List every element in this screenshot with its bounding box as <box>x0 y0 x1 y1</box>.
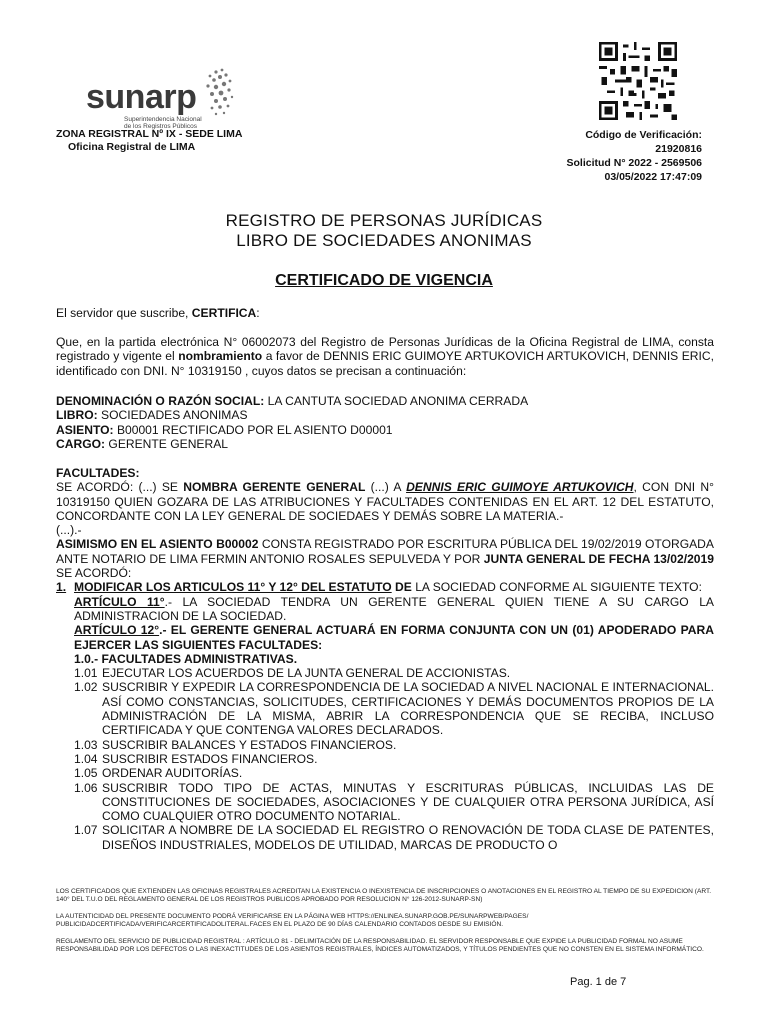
faculty-item <box>56 666 714 680</box>
article-11 <box>56 595 714 624</box>
text-run: (...) A <box>365 480 407 495</box>
text-run-bold: NOMBRA GERENTE GENERAL <box>183 480 366 495</box>
faculty-item <box>56 781 714 824</box>
faculty-item <box>56 766 714 780</box>
text-run: CONSTA REGISTRADO POR ESCRITURA PÚBLICA DEL 19/02/2019 OTORGADA ANTE NOTARIO DE LIMA FERMIN ANTONIO ROSALES SEPULVEDA Y POR <box>56 537 714 566</box>
field-value: SOCIEDADES ANONIMAS <box>97 408 248 423</box>
article-label: ARTÍCULO 11° <box>74 594 165 609</box>
issue-datetime: 03/05/2022 17:47:09 <box>604 171 702 183</box>
manager-name: DENNIS ERIC GUIMOYE ARTUKOVICH <box>406 480 634 495</box>
field-razon-social <box>56 394 714 408</box>
article-12 <box>56 623 714 652</box>
text-run: SE ACORDÓ: (...) SE <box>56 480 184 495</box>
footer-note-2: LA AUTENTICIDAD DEL PRESENTE DOCUMENTO PODRÁ VERIFICARSE EN LA PÁGINA WEB HTTPS://ENLINEA.SUNARP.GOB.PE/SUNARPWEB/PAGES/ PUBLICIDADCERTIFICADA/VERIFICARCERTIFICADOLITERAL.FACES EN EL PLAZO DE 90 DÍAS CALENDARIO CONTADOS DESDE SU EMISIÓN. <box>56 913 529 928</box>
field-libro <box>56 408 714 422</box>
item-1 <box>56 580 714 594</box>
faculty-item-text: SUSCRIBIR TODO TIPO DE ACTAS, MINUTAS Y ESCRITURAS PÚBLICAS, INCLUIDAS LAS DE CONSTITUCIONES DE SOCIEDADES, ASOCIACIONES Y DE CUALQUIER OTRA PERSONA JURÍDICA, ASÍ COMO CUALQUIER OTRO DOCUMENTO NOTARIAL. <box>102 780 714 824</box>
section-admin-heading: 1.0.- FACULTADES ADMINISTRATIVAS. <box>74 651 298 666</box>
field-value: LA CANTUTA SOCIEDAD ANONIMA CERRADA <box>264 394 529 408</box>
ellipsis-line: (...).- <box>56 523 82 538</box>
faculty-item-text: EJECUTAR LOS ACUERDOS DE LA JUNTA GENERAL DE ACCIONISTAS. <box>102 666 511 681</box>
intro-line <box>56 306 714 320</box>
article-text: .- LA SOCIEDAD TENDRA UN GERENTE GENERAL QUIEN TIENE A SU CARGO LA ADMINISTRACION DE LA SOCIEDAD. <box>74 594 714 623</box>
field-label: DENOMINACIÓN O RAZÓN SOCIAL: <box>56 394 265 408</box>
text-run: , CON DNI N° 10319150 QUIEN GOZARA DE LAS ATRIBUCIONES Y FACULTADES CONTENIDAS EN EL ART. 12 DEL ESTATUTO, CONCORDANTE CON LA LEY GENERAL DE SOCIEDAES Y DEMÁS SOBRE LA MATERIA.- <box>56 480 714 523</box>
sunarp-logo <box>86 66 236 130</box>
registry-title <box>0 211 768 251</box>
field-value: B00001 RECTIFICADO POR EL ASIENTO D00001 <box>113 422 393 437</box>
qr-code-icon <box>598 42 678 120</box>
field-cargo <box>56 437 714 451</box>
faculty-item <box>56 752 714 766</box>
para1-text-end: a favor de DENNIS ERIC GUIMOYE ARTUKOVICH ARTUKOVICH, DENNIS ERIC, identificado con DNI. N° 10319150 , cuyos datos se precisan a continuación: <box>56 349 714 378</box>
faculty-item-number: 1.02 <box>74 680 98 695</box>
footer-note-1: LOS CERTIFICADOS QUE EXTIENDEN LAS OFICINAS REGISTRALES ACREDITAN LA EXISTENCIA O INEXISTENCIA DE INSCRIPCIONES O ANOTACIONES EN EL REGISTRO AL TIEMPO DE SU EXPEDICION (ART. 140° DEL T.U.O DEL REGLAMENTO GENERAL DE LOS REGISTROS PUBLICOS APROBADO POR RESOLUCION N° 126-2012-SUNARP-SN) <box>56 888 712 903</box>
para1-nombramiento: nombramiento <box>178 349 263 364</box>
text-run-bold: MODIFICAR LOS ARTICULOS 11° Y 12° DEL ESTATUTO <box>74 580 392 595</box>
field-label: ASIENTO: <box>56 422 114 437</box>
faculty-item-number: 1.07 <box>74 823 98 838</box>
intro-colon: : <box>256 306 260 320</box>
logo-dots-icon <box>202 66 242 126</box>
logo-wordmark: sunarp <box>86 78 197 116</box>
intro-text: El servidor que suscribe, <box>56 306 192 320</box>
field-label: CARGO: <box>56 436 106 451</box>
text-run: SE ACORDÓ: <box>56 566 132 581</box>
registry-office: Oficina Registral de LIMA <box>68 141 196 153</box>
faculty-item-text: SUSCRIBIR BALANCES Y ESTADOS FINANCIEROS. <box>102 737 397 752</box>
entity-fields <box>56 394 714 451</box>
item-number: 1. <box>56 580 67 595</box>
page-number: Pag. 1 de 7 <box>570 976 627 988</box>
verification-code: 21920816 <box>655 143 702 155</box>
faculty-item-text: SUSCRIBIR Y EXPEDIR LA CORRESPONDENCIA DE LA SOCIEDAD A NIVEL NACIONAL E INTERNACIONAL. ASÍ COMO CONSTANCIAS, SOLICITUDES, CERTIFICACIONES Y DEMÁS DOCUMENTOS PROPIOS DE LA ADMINISTRACIÓN DE LA MISMA, ABRIR LA CORRESPONDENCIA QUE SE RECIBA, INCLUSO CERTIFICADA Y QUE CONTENGA VALORES DECLARADOS. <box>102 680 714 738</box>
footer-note-3: REGLAMENTO DEL SERVICIO DE PUBLICIDAD REGISTRAL : ARTÍCULO 81 - DELIMITACIÓN DE LA RESPONSABILIDAD. EL SERVIDOR RESPONSABLE QUE EXPIDE LA PUBLICIDAD FORMAL NO ASUME RESPONSABILIDAD POR LOS DEFECTOS O LAS INEXACTITUDES DE LOS ASIENTOS REGISTRALES, ÍNDICES AUTOMATIZADOS, Y TÍTULOS PENDIENTES QUE NO CONSTEN EN EL SISTEMA INFORMÁTICO. <box>56 938 704 953</box>
faculty-item-number: 1.05 <box>74 766 98 781</box>
facultades-section <box>56 466 714 852</box>
para1-text: Que, en la partida electrónica N° 06002073 del Registro de Personas Jurídicas de la Oficina Registral de LIMA, consta registrado y vigente el <box>56 335 714 364</box>
facultades-paragraph-1 <box>56 480 714 523</box>
faculty-list <box>56 666 714 852</box>
registry-title-line1: REGISTRO DE PERSONAS JURÍDICAS <box>225 211 543 230</box>
registry-zone: ZONA REGISTRAL Nº IX - SEDE LIMA <box>56 128 243 140</box>
faculty-item-number: 1.04 <box>74 751 98 766</box>
facultades-paragraph-2 <box>56 537 714 580</box>
intro-certifica: CERTIFICA <box>191 306 257 320</box>
verification-label: Código de Verificación: <box>585 129 702 141</box>
field-asiento <box>56 423 714 437</box>
text-run: LA SOCIEDAD CONFORME AL SIGUIENTE TEXTO: <box>411 580 702 595</box>
faculty-item <box>56 680 714 737</box>
logo-subtitle: Superintendencia Nacional de los Registros Públicos <box>124 116 202 130</box>
faculty-item-text: SOLICITAR A NOMBRE DE LA SOCIEDAD EL REGISTRO O RENOVACIÓN DE TODA CLASE DE PATENTES, DISEÑOS INDUSTRIALES, MODELOS DE UTILIDAD, MARCAS DE PRODUCTO O <box>102 823 714 852</box>
certificate-title: CERTIFICADO DE VIGENCIA <box>275 272 493 289</box>
facultades-heading: FACULTADES: <box>56 466 140 480</box>
field-value: GERENTE GENERAL <box>105 436 229 451</box>
article-text: .- EL GERENTE GENERAL ACTUARÁ EN FORMA CONJUNTA CON UN (01) APODERADO PARA EJERCER LAS SIGUIENTES FACULTADES: <box>74 623 714 652</box>
faculty-item-number: 1.03 <box>74 737 98 752</box>
certification-paragraph <box>56 335 714 378</box>
text-run-bold: ASIMISMO EN EL ASIENTO B00002 <box>56 537 259 552</box>
request-number: Solicitud N° 2022 - 2569506 <box>566 157 702 169</box>
article-label: ARTÍCULO 12° <box>74 623 160 638</box>
text-run-bold: DE <box>391 580 412 595</box>
faculty-item-text: SUSCRIBIR ESTADOS FINANCIEROS. <box>102 751 318 766</box>
faculty-item <box>56 823 714 852</box>
registry-zone-header <box>56 128 242 154</box>
faculty-item-number: 1.06 <box>74 780 98 795</box>
field-label: LIBRO: <box>56 408 98 423</box>
verification-block <box>530 128 702 184</box>
faculty-item <box>56 738 714 752</box>
registry-title-line2: LIBRO DE SOCIEDADES ANONIMAS <box>236 231 532 250</box>
faculty-item-number: 1.01 <box>74 666 98 681</box>
faculty-item-text: ORDENAR AUDITORÍAS. <box>102 766 243 781</box>
text-run-bold: JUNTA GENERAL DE FECHA 13/02/2019 <box>483 551 714 566</box>
